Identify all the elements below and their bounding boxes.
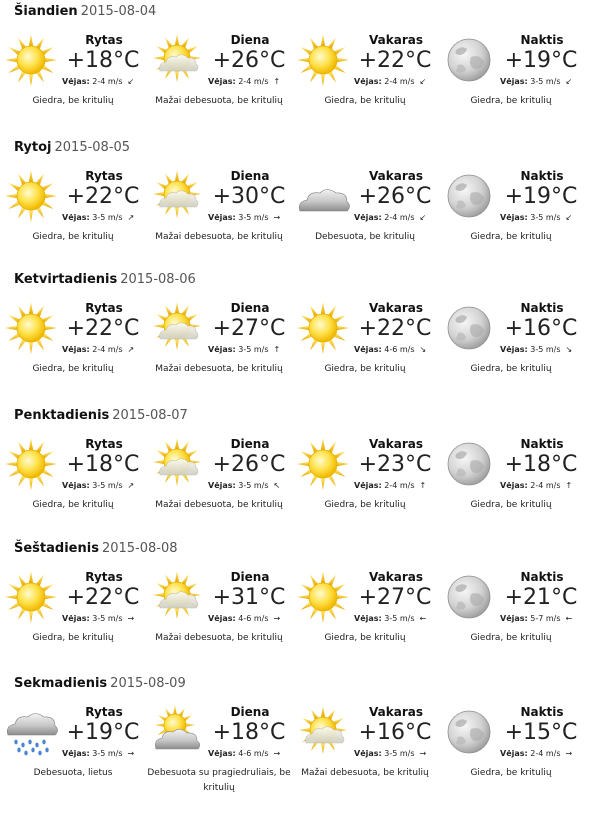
forecast-cell (438, 301, 584, 411)
temperature: +27°C (212, 316, 286, 341)
wind-label: Vėjas: (500, 614, 528, 623)
temperature: +16°C (358, 720, 432, 745)
day-header (14, 140, 130, 155)
cloud-icon (296, 169, 350, 223)
wind-speed: 4-6 m/s (384, 345, 415, 354)
forecast-cell (292, 570, 438, 680)
wind-speed: 3-5 m/s (92, 749, 123, 758)
weather-description: Giedra, be kritulių (32, 500, 114, 510)
temperature: +22°C (66, 585, 140, 610)
sun-cloud-icon (150, 570, 204, 624)
forecast-cell (438, 705, 584, 815)
forecast-cell (146, 33, 292, 143)
sun-icon (296, 437, 350, 491)
forecast-cell (438, 33, 584, 143)
forecast-cell (438, 169, 584, 279)
period-label: Diena (230, 437, 270, 451)
wind-speed: 3-5 m/s (92, 614, 123, 623)
wind-direction-icon: ↙ (127, 77, 135, 86)
wind-direction-icon: ↑ (565, 481, 573, 490)
temperature: +18°C (212, 720, 286, 745)
sun-cloud-icon (296, 705, 350, 759)
day-name: Rytoj (14, 140, 52, 155)
sun-icon (4, 169, 58, 223)
wind-speed: 3-5 m/s (238, 345, 269, 354)
moon-icon (442, 705, 496, 759)
wind-label: Vėjas: (500, 213, 528, 222)
weather-description: Mažai debesuota, be kritulių (155, 500, 283, 510)
weather-description: Debesuota, lietus (33, 768, 113, 778)
day-header (14, 408, 188, 423)
temperature: +19°C (504, 184, 578, 209)
period-label: Rytas (85, 33, 123, 47)
wind-label: Vėjas: (62, 213, 90, 222)
wind-info (208, 749, 280, 758)
wind-info (208, 213, 280, 222)
day-name: Šiandien (14, 4, 78, 19)
period-label: Naktis (520, 169, 564, 183)
weather-description: Giedra, be kritulių (324, 633, 406, 643)
weather-description: Giedra, be kritulių (470, 500, 552, 510)
temperature: +22°C (358, 316, 432, 341)
wind-speed: 2-4 m/s (92, 345, 123, 354)
wind-speed: 4-6 m/s (238, 749, 269, 758)
forecast-cell (438, 570, 584, 680)
sun-cloud-heavy-icon (150, 705, 204, 759)
sun-cloud-icon (150, 301, 204, 355)
weather-description: Giedra, be kritulių (32, 232, 114, 242)
period-label: Rytas (85, 570, 123, 584)
wind-label: Vėjas: (208, 213, 236, 222)
wind-info (208, 345, 280, 354)
sun-cloud-icon (150, 437, 204, 491)
forecast-cell (0, 437, 146, 547)
wind-speed: 5-7 m/s (530, 614, 561, 623)
period-label: Rytas (85, 301, 123, 315)
wind-info (500, 213, 572, 222)
day-name: Ketvirtadienis (14, 272, 118, 287)
forecast-cell (0, 570, 146, 680)
weather-description: Debesuota su pragiedruliais, be kritulių (147, 768, 291, 793)
wind-label: Vėjas: (62, 749, 90, 758)
wind-direction-icon: ← (565, 614, 573, 623)
wind-direction-icon: ↙ (565, 77, 573, 86)
moon-icon (442, 33, 496, 87)
weather-description: Mažai debesuota, be kritulių (155, 633, 283, 643)
wind-direction-icon: → (127, 749, 135, 758)
wind-direction-icon: → (273, 749, 281, 758)
forecast-cell (292, 705, 438, 815)
wind-info (62, 345, 134, 354)
wind-info (354, 614, 426, 623)
wind-info (500, 345, 572, 354)
day-header (14, 4, 156, 19)
wind-speed: 3-5 m/s (384, 749, 415, 758)
wind-speed: 3-5 m/s (238, 213, 269, 222)
wind-info (354, 77, 426, 86)
period-label: Vakaras (369, 301, 423, 315)
period-label: Naktis (520, 301, 564, 315)
forecast-cell (292, 33, 438, 143)
sun-icon (4, 437, 58, 491)
moon-icon (442, 301, 496, 355)
wind-info (354, 481, 426, 490)
wind-direction-icon: ← (419, 614, 427, 623)
wind-direction-icon: ↗ (127, 345, 135, 354)
sun-cloud-icon (150, 33, 204, 87)
wind-label: Vėjas: (354, 614, 382, 623)
day-date: 2015-08-09 (110, 676, 186, 691)
temperature: +21°C (504, 585, 578, 610)
weather-description: Mažai debesuota, be kritulių (301, 768, 429, 778)
wind-speed: 3-5 m/s (530, 345, 561, 354)
weather-description: Giedra, be kritulių (470, 364, 552, 374)
forecast-cell (292, 301, 438, 411)
wind-label: Vėjas: (208, 481, 236, 490)
sun-icon (296, 301, 350, 355)
forecast-cell (0, 169, 146, 279)
wind-direction-icon: ↘ (565, 345, 573, 354)
wind-label: Vėjas: (208, 749, 236, 758)
temperature: +19°C (66, 720, 140, 745)
sun-icon (296, 33, 350, 87)
forecast-cell (292, 437, 438, 547)
wind-info (62, 749, 134, 758)
wind-info (354, 345, 426, 354)
forecast-cell (146, 169, 292, 279)
wind-direction-icon: ↑ (273, 77, 281, 86)
period-label: Diena (230, 705, 270, 719)
wind-speed: 2-4 m/s (384, 77, 415, 86)
sun-icon (4, 301, 58, 355)
moon-icon (442, 437, 496, 491)
wind-direction-icon: → (565, 749, 573, 758)
temperature: +31°C (212, 585, 286, 610)
rain-cloud-icon (4, 705, 58, 759)
period-label: Rytas (85, 437, 123, 451)
period-label: Naktis (520, 33, 564, 47)
period-label: Vakaras (369, 437, 423, 451)
forecast-cell (146, 301, 292, 411)
wind-direction-icon: ↑ (419, 481, 427, 490)
wind-speed: 3-5 m/s (530, 213, 561, 222)
temperature: +22°C (358, 48, 432, 73)
day-name: Penktadienis (14, 408, 110, 423)
wind-label: Vėjas: (62, 345, 90, 354)
temperature: +27°C (358, 585, 432, 610)
weather-description: Giedra, be kritulių (324, 364, 406, 374)
wind-speed: 3-5 m/s (92, 213, 123, 222)
wind-label: Vėjas: (500, 481, 528, 490)
wind-speed: 2-4 m/s (238, 77, 269, 86)
temperature: +26°C (212, 452, 286, 477)
temperature: +18°C (66, 452, 140, 477)
wind-direction-icon: ↗ (127, 481, 135, 490)
wind-info (208, 481, 280, 490)
wind-speed: 2-4 m/s (384, 213, 415, 222)
temperature: +18°C (504, 452, 578, 477)
wind-speed: 3-5 m/s (92, 481, 123, 490)
wind-label: Vėjas: (208, 345, 236, 354)
temperature: +26°C (212, 48, 286, 73)
period-label: Vakaras (369, 705, 423, 719)
wind-direction-icon: ↖ (273, 481, 281, 490)
weather-description: Mažai debesuota, be kritulių (155, 364, 283, 374)
weather-description: Giedra, be kritulių (324, 500, 406, 510)
wind-direction-icon: → (419, 749, 427, 758)
wind-info (208, 614, 280, 623)
wind-direction-icon: → (273, 614, 281, 623)
wind-speed: 2-4 m/s (92, 77, 123, 86)
wind-label: Vėjas: (354, 481, 382, 490)
day-date: 2015-08-05 (54, 140, 131, 155)
wind-info (500, 77, 572, 86)
weather-description: Mažai debesuota, be kritulių (155, 232, 283, 242)
wind-direction-icon: ↘ (419, 345, 427, 354)
period-label: Diena (230, 301, 270, 315)
wind-speed: 3-5 m/s (238, 481, 269, 490)
wind-info (500, 749, 572, 758)
temperature: +23°C (358, 452, 432, 477)
temperature: +16°C (504, 316, 578, 341)
temperature: +22°C (66, 316, 140, 341)
wind-label: Vėjas: (500, 77, 528, 86)
wind-label: Vėjas: (62, 77, 90, 86)
period-label: Vakaras (369, 33, 423, 47)
wind-label: Vėjas: (500, 749, 528, 758)
wind-speed: 2-4 m/s (384, 481, 415, 490)
day-header (14, 272, 196, 287)
weather-description: Giedra, be kritulių (470, 768, 552, 778)
temperature: +30°C (212, 184, 286, 209)
day-name: Šeštadienis (14, 541, 99, 556)
period-label: Rytas (85, 705, 123, 719)
wind-label: Vėjas: (354, 213, 382, 222)
day-header (14, 541, 178, 556)
moon-icon (442, 570, 496, 624)
day-date: 2015-08-06 (120, 272, 196, 287)
wind-speed: 3-5 m/s (530, 77, 561, 86)
forecast-cell (146, 437, 292, 547)
wind-direction-icon: ↙ (419, 77, 427, 86)
forecast-cell (146, 705, 292, 815)
wind-info (500, 481, 572, 490)
day-name: Sekmadienis (14, 676, 108, 691)
wind-info (62, 614, 134, 623)
wind-direction-icon: ↗ (127, 213, 135, 222)
wind-info (62, 481, 134, 490)
weather-description: Giedra, be kritulių (32, 633, 114, 643)
wind-label: Vėjas: (354, 345, 382, 354)
sun-icon (4, 33, 58, 87)
period-label: Vakaras (369, 169, 423, 183)
wind-label: Vėjas: (62, 614, 90, 623)
wind-info (354, 213, 426, 222)
wind-direction-icon: → (273, 213, 281, 222)
moon-icon (442, 169, 496, 223)
wind-label: Vėjas: (354, 77, 382, 86)
temperature: +18°C (66, 48, 140, 73)
period-label: Vakaras (369, 570, 423, 584)
forecast-cell (292, 169, 438, 279)
wind-label: Vėjas: (62, 481, 90, 490)
wind-speed: 4-6 m/s (238, 614, 269, 623)
temperature: +22°C (66, 184, 140, 209)
wind-label: Vėjas: (500, 345, 528, 354)
day-header (14, 676, 186, 691)
forecast-cell (0, 33, 146, 143)
wind-label: Vėjas: (354, 749, 382, 758)
forecast-cell (0, 705, 146, 815)
sun-icon (296, 570, 350, 624)
period-label: Diena (230, 570, 270, 584)
wind-label: Vėjas: (208, 614, 236, 623)
period-label: Rytas (85, 169, 123, 183)
day-date: 2015-08-04 (80, 4, 157, 19)
weather-description: Giedra, be kritulių (32, 364, 114, 374)
day-date: 2015-08-07 (112, 408, 188, 423)
sun-icon (4, 570, 58, 624)
temperature: +15°C (504, 720, 578, 745)
wind-direction-icon: → (127, 614, 135, 623)
weather-description: Giedra, be kritulių (470, 96, 552, 106)
forecast-cell (146, 570, 292, 680)
weather-description: Mažai debesuota, be kritulių (155, 96, 283, 106)
wind-direction-icon: ↑ (273, 345, 281, 354)
wind-direction-icon: ↙ (565, 213, 573, 222)
forecast-cell (0, 301, 146, 411)
period-label: Naktis (520, 705, 564, 719)
weather-description: Giedra, be kritulių (470, 633, 552, 643)
wind-direction-icon: ↙ (419, 213, 427, 222)
wind-speed: 2-4 m/s (530, 749, 561, 758)
temperature: +26°C (358, 184, 432, 209)
weather-description: Giedra, be kritulių (470, 232, 552, 242)
wind-speed: 2-4 m/s (530, 481, 561, 490)
wind-info (354, 749, 426, 758)
wind-info (62, 213, 134, 222)
period-label: Diena (230, 33, 270, 47)
wind-info (500, 614, 572, 623)
weather-description: Giedra, be kritulių (32, 96, 114, 106)
wind-info (208, 77, 280, 86)
sun-cloud-icon (150, 169, 204, 223)
wind-label: Vėjas: (208, 77, 236, 86)
weather-description: Giedra, be kritulių (324, 96, 406, 106)
wind-speed: 3-5 m/s (384, 614, 415, 623)
wind-info (62, 77, 134, 86)
period-label: Naktis (520, 570, 564, 584)
period-label: Diena (230, 169, 270, 183)
forecast-cell (438, 437, 584, 547)
temperature: +19°C (504, 48, 578, 73)
weather-description: Debesuota, be kritulių (315, 232, 415, 242)
period-label: Naktis (520, 437, 564, 451)
day-date: 2015-08-08 (101, 541, 178, 556)
